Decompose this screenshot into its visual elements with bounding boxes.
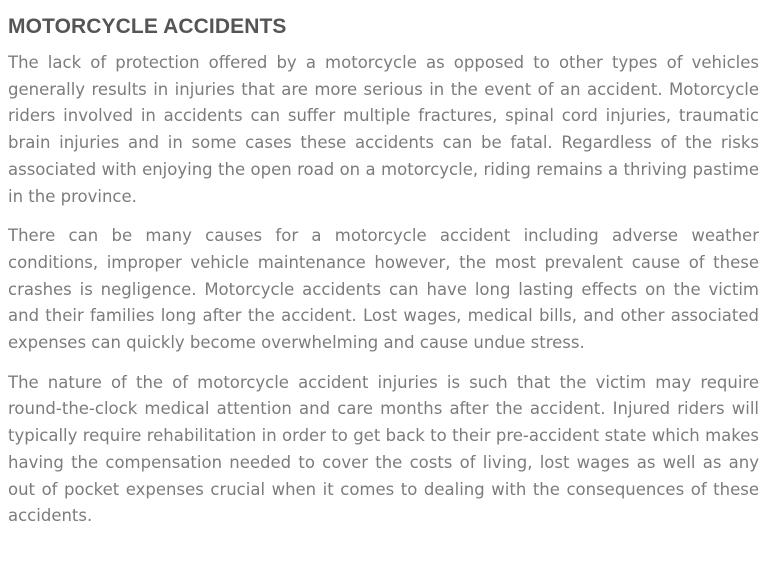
paragraph-protection: The lack of protection offered by a motorcycle as opposed to other types of vehicles generally results in injuries that are more serious in the event of an accident. Motorcycle riders involved in accidents can suffer multiple fractures, spinal cord injuries, traumatic brain injuries and in some cases these accidents can be fatal. Regardless of the risks associated with enjoying the open road on a motorcycle, riding remains a thriving pastime in the province. [8, 53, 759, 206]
paragraph-injuries: The nature of the of motorcycle accident injuries is such that the victim may require round-the-clock medical attention and care months after the accident. Injured riders will typically require rehabilitation in order to get back to their pre-accident state which makes having the compensation needed to cover the costs of living, lost wages as well as any out of pocket expenses crucial when it comes to dealing with the consequences of these accidents. [8, 372, 759, 526]
paragraph-causes: There can be many causes for a motorcycle accident including adverse weather conditions, improper vehicle maintenance however, the most prevalent cause of these crashes is negligence. Motorcycle accidents can have long lasting effects on the victim and their families long after the accident. Lost wages, medical bills, and other associated expenses can quickly become overwhelming and cause undue stress. [8, 226, 759, 353]
article [8, 12, 759, 543]
page-title: MOTORCYCLE ACCIDENTS [8, 15, 287, 38]
